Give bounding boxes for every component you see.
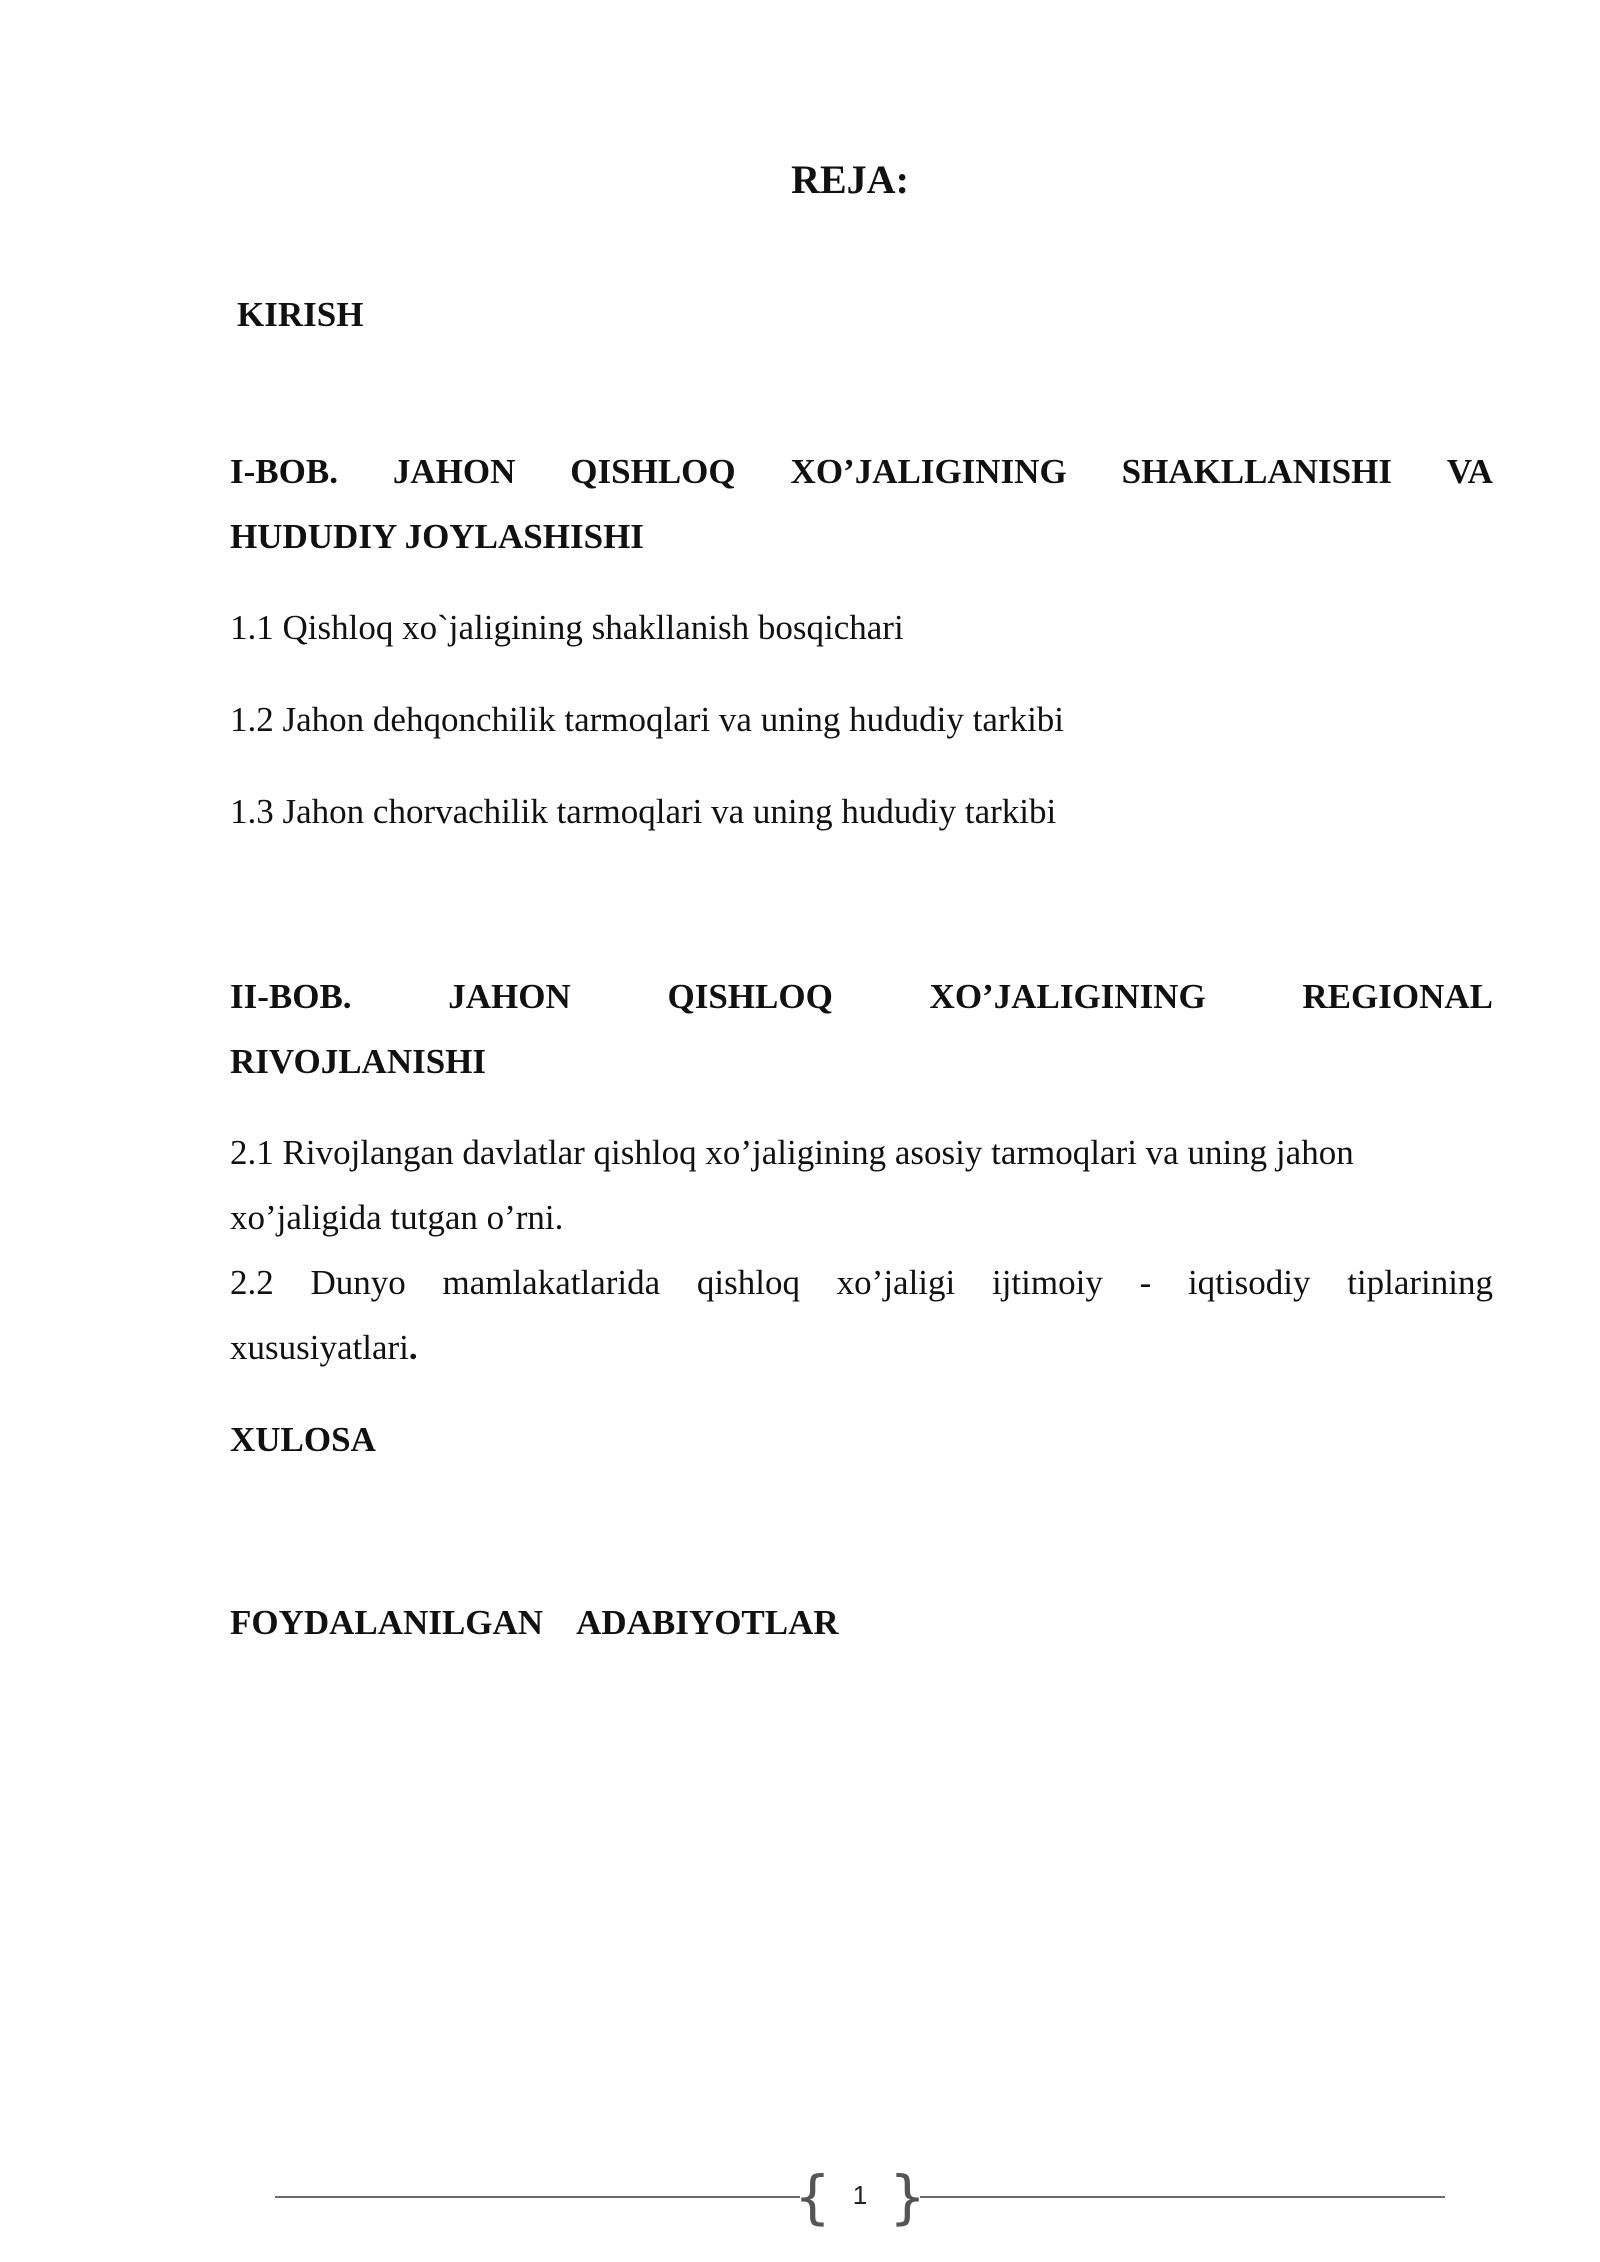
item-word: - [1139, 1263, 1152, 1302]
footer-rule-left [275, 2196, 800, 2198]
heading-word: XO’JALIGINING [929, 977, 1206, 1016]
heading-word: XO’JALIGINING [790, 452, 1067, 491]
toc-item-2-2-line2 [230, 1318, 1493, 1378]
toc-item-2-2-line1 [230, 1253, 1493, 1313]
intro-heading: KIRISH [237, 295, 364, 334]
toc-item-1-2: 1.2 Jahon dehqonchilik tarmoqlari va uning hududiy tarkibi [230, 700, 1065, 739]
toc-item-2-1-line2: xo’jaligida tutgan o’rni. [230, 1198, 564, 1237]
item-word: iqtisodiy [1187, 1263, 1311, 1302]
toc-item-1-1: 1.1 Qishloq xo`jaligining shakllanish bosqichari [230, 608, 904, 647]
item-word: 2.2 [230, 1263, 274, 1302]
page-title: REJA: [791, 157, 909, 202]
chapter1-heading-line1 [230, 442, 1493, 502]
page-number-box [794, 2163, 926, 2231]
item-word: Dunyo [310, 1263, 406, 1302]
page-number: 1 [852, 2180, 868, 2210]
toc-item-2-1-line1: 2.1 Rivojlangan davlatlar qishloq xo’jaligining asosiy tarmoqlari va uning jahon [230, 1133, 1354, 1172]
right-brace-icon: } [889, 2163, 926, 2231]
toc-item-1-3: 1.3 Jahon chorvachilik tarmoqlari va uning hududiy tarkibi [230, 792, 1057, 831]
item-word: xo’jaligi [836, 1263, 956, 1302]
heading-word: REGIONAL [1302, 977, 1493, 1016]
left-brace-icon: { [794, 2163, 831, 2231]
item-word: tiplarining [1347, 1263, 1493, 1302]
item-word: qishloq [696, 1263, 800, 1302]
heading-word: VA [1446, 452, 1493, 491]
chapter2-heading-line2: RIVOJLANISHI [230, 1042, 487, 1081]
item-word: ijtimoiy [991, 1263, 1103, 1302]
item-text: xususiyatlari [230, 1328, 409, 1367]
chapter2-heading-line1 [230, 967, 1493, 1027]
references-heading: FOYDALANILGAN ADABIYOTLAR [230, 1603, 839, 1642]
heading-word: II-BOB. [230, 977, 352, 1016]
heading-word: JAHON [392, 452, 516, 491]
heading-word: QISHLOQ [570, 452, 736, 491]
heading-word: SHAKLLANISHI [1121, 452, 1392, 491]
footer-rule-right [920, 2196, 1445, 2198]
item-word: mamlakatlarida [442, 1263, 661, 1302]
item-period: . [408, 1328, 418, 1367]
heading-word: JAHON [448, 977, 571, 1016]
conclusion-heading: XULOSA [230, 1420, 376, 1459]
heading-word: QISHLOQ [667, 977, 833, 1016]
heading-word: I-BOB. [230, 452, 338, 491]
chapter1-heading-line2: HUDUDIY JOYLASHISHI [230, 517, 644, 556]
